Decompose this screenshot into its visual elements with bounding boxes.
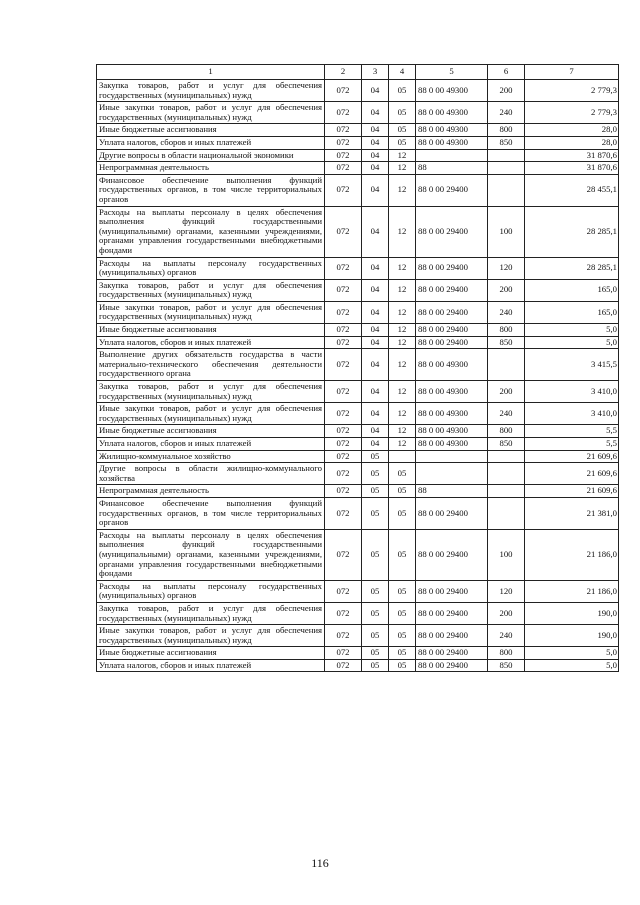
section-code-cell: 04 xyxy=(362,149,389,162)
amount-cell: 21 609,6 xyxy=(525,485,619,498)
ministry-code-cell: 072 xyxy=(325,602,362,624)
expense-type-cell: 240 xyxy=(488,625,525,647)
header-cell-6: 6 xyxy=(488,65,525,80)
ministry-code-cell: 072 xyxy=(325,425,362,438)
expense-type-cell: 120 xyxy=(488,580,525,602)
amount-cell: 28,0 xyxy=(525,136,619,149)
expense-type-cell: 100 xyxy=(488,206,525,257)
subsection-code-cell: 05 xyxy=(389,529,416,580)
section-code-cell: 04 xyxy=(362,381,389,403)
subsection-code-cell: 12 xyxy=(389,206,416,257)
section-code-cell: 05 xyxy=(362,659,389,672)
subsection-code-cell: 12 xyxy=(389,279,416,301)
budget-table-body xyxy=(97,65,619,672)
table-row xyxy=(97,381,619,403)
subsection-code-cell: 05 xyxy=(389,463,416,485)
header-cell-4: 4 xyxy=(389,65,416,80)
row-name-cell: Расходы на выплаты персоналу в целях обеспечения выполнения функций государственными (муниципальными) органами, казенными учреждениями, органами управления государственными внебюджетными фондами xyxy=(97,206,325,257)
table-row xyxy=(97,602,619,624)
table-row xyxy=(97,279,619,301)
subsection-code-cell: 12 xyxy=(389,336,416,349)
target-article-cell xyxy=(416,149,488,162)
target-article-cell: 88 0 00 29400 xyxy=(416,206,488,257)
amount-cell: 2 779,3 xyxy=(525,102,619,124)
section-code-cell: 05 xyxy=(362,450,389,463)
ministry-code-cell: 072 xyxy=(325,529,362,580)
table-row xyxy=(97,206,619,257)
target-article-cell: 88 xyxy=(416,162,488,175)
row-name-cell: Иные закупки товаров, работ и услуг для обеспечения государственных (муниципальных) нужд xyxy=(97,625,325,647)
table-row xyxy=(97,529,619,580)
section-code-cell: 04 xyxy=(362,301,389,323)
row-name-cell: Непрограммная деятельность xyxy=(97,485,325,498)
subsection-code-cell: 05 xyxy=(389,602,416,624)
table-row xyxy=(97,647,619,660)
subsection-code-cell: 12 xyxy=(389,149,416,162)
row-name-cell: Закупка товаров, работ и услуг для обеспечения государственных (муниципальных) нужд xyxy=(97,381,325,403)
row-name-cell: Закупка товаров, работ и услуг для обеспечения государственных (муниципальных) нужд xyxy=(97,279,325,301)
target-article-cell: 88 0 00 29400 xyxy=(416,257,488,279)
ministry-code-cell: 072 xyxy=(325,102,362,124)
section-code-cell: 04 xyxy=(362,257,389,279)
section-code-cell: 05 xyxy=(362,602,389,624)
ministry-code-cell: 072 xyxy=(325,336,362,349)
amount-cell: 190,0 xyxy=(525,625,619,647)
row-name-cell: Иные бюджетные ассигнования xyxy=(97,124,325,137)
amount-cell: 5,5 xyxy=(525,425,619,438)
amount-cell: 2 779,3 xyxy=(525,80,619,102)
table-row xyxy=(97,324,619,337)
row-name-cell: Уплата налогов, сборов и иных платежей xyxy=(97,336,325,349)
section-code-cell: 04 xyxy=(362,279,389,301)
subsection-code-cell: 12 xyxy=(389,425,416,438)
subsection-code-cell: 12 xyxy=(389,381,416,403)
table-row xyxy=(97,450,619,463)
budget-table xyxy=(96,64,619,672)
section-code-cell: 04 xyxy=(362,438,389,451)
ministry-code-cell: 072 xyxy=(325,463,362,485)
table-row xyxy=(97,102,619,124)
row-name-cell: Иные закупки товаров, работ и услуг для обеспечения государственных (муниципальных) нужд xyxy=(97,102,325,124)
target-article-cell: 88 0 00 49300 xyxy=(416,124,488,137)
subsection-code-cell: 12 xyxy=(389,257,416,279)
row-name-cell: Другие вопросы в области жилищно-коммунального хозяйства xyxy=(97,463,325,485)
table-row xyxy=(97,124,619,137)
header-cell-3: 3 xyxy=(362,65,389,80)
expense-type-cell: 850 xyxy=(488,438,525,451)
expense-type-cell: 800 xyxy=(488,324,525,337)
table-header-row xyxy=(97,65,619,80)
table-row xyxy=(97,162,619,175)
row-name-cell: Непрограммная деятельность xyxy=(97,162,325,175)
section-code-cell: 04 xyxy=(362,136,389,149)
ministry-code-cell: 072 xyxy=(325,647,362,660)
subsection-code-cell: 05 xyxy=(389,497,416,529)
section-code-cell: 05 xyxy=(362,647,389,660)
target-article-cell: 88 0 00 29400 xyxy=(416,336,488,349)
table-row xyxy=(97,497,619,529)
subsection-code-cell: 05 xyxy=(389,80,416,102)
subsection-code-cell: 12 xyxy=(389,174,416,206)
row-name-cell: Иные закупки товаров, работ и услуг для обеспечения государственных (муниципальных) нужд xyxy=(97,301,325,323)
expense-type-cell xyxy=(488,463,525,485)
ministry-code-cell: 072 xyxy=(325,349,362,381)
expense-type-cell: 850 xyxy=(488,659,525,672)
ministry-code-cell: 072 xyxy=(325,206,362,257)
target-article-cell: 88 0 00 49300 xyxy=(416,425,488,438)
table-row xyxy=(97,659,619,672)
section-code-cell: 04 xyxy=(362,336,389,349)
amount-cell: 5,5 xyxy=(525,438,619,451)
ministry-code-cell: 072 xyxy=(325,174,362,206)
row-name-cell: Иные бюджетные ассигнования xyxy=(97,425,325,438)
section-code-cell: 04 xyxy=(362,324,389,337)
amount-cell: 28 285,1 xyxy=(525,257,619,279)
ministry-code-cell: 072 xyxy=(325,162,362,175)
table-row xyxy=(97,438,619,451)
expense-type-cell: 200 xyxy=(488,80,525,102)
table-row xyxy=(97,403,619,425)
expense-type-cell: 200 xyxy=(488,279,525,301)
row-name-cell: Иные закупки товаров, работ и услуг для обеспечения государственных (муниципальных) нужд xyxy=(97,403,325,425)
section-code-cell: 05 xyxy=(362,497,389,529)
table-row xyxy=(97,336,619,349)
expense-type-cell: 200 xyxy=(488,602,525,624)
target-article-cell: 88 xyxy=(416,485,488,498)
amount-cell: 21 609,6 xyxy=(525,463,619,485)
amount-cell: 190,0 xyxy=(525,602,619,624)
expense-type-cell: 800 xyxy=(488,647,525,660)
section-code-cell: 04 xyxy=(362,124,389,137)
amount-cell: 5,0 xyxy=(525,659,619,672)
amount-cell: 3 410,0 xyxy=(525,381,619,403)
amount-cell: 165,0 xyxy=(525,279,619,301)
amount-cell: 21 186,0 xyxy=(525,529,619,580)
ministry-code-cell: 072 xyxy=(325,257,362,279)
section-code-cell: 04 xyxy=(362,102,389,124)
expense-type-cell: 850 xyxy=(488,136,525,149)
section-code-cell: 05 xyxy=(362,463,389,485)
ministry-code-cell: 072 xyxy=(325,403,362,425)
ministry-code-cell: 072 xyxy=(325,485,362,498)
expense-type-cell xyxy=(488,174,525,206)
table-row xyxy=(97,580,619,602)
target-article-cell: 88 0 00 29400 xyxy=(416,659,488,672)
amount-cell: 28 455,1 xyxy=(525,174,619,206)
expense-type-cell: 240 xyxy=(488,102,525,124)
row-name-cell: Иные бюджетные ассигнования xyxy=(97,647,325,660)
target-article-cell: 88 0 00 49300 xyxy=(416,438,488,451)
section-code-cell: 04 xyxy=(362,349,389,381)
amount-cell: 31 870,6 xyxy=(525,162,619,175)
row-name-cell: Финансовое обеспечение выполнения функций государственных органов, в том числе территориальных органов xyxy=(97,174,325,206)
expense-type-cell xyxy=(488,450,525,463)
ministry-code-cell: 072 xyxy=(325,497,362,529)
expense-type-cell: 100 xyxy=(488,529,525,580)
subsection-code-cell: 05 xyxy=(389,580,416,602)
ministry-code-cell: 072 xyxy=(325,124,362,137)
ministry-code-cell: 072 xyxy=(325,450,362,463)
amount-cell: 21 609,6 xyxy=(525,450,619,463)
ministry-code-cell: 072 xyxy=(325,625,362,647)
subsection-code-cell: 12 xyxy=(389,162,416,175)
header-cell-5: 5 xyxy=(416,65,488,80)
table-row xyxy=(97,80,619,102)
row-name-cell: Расходы на выплаты персоналу в целях обеспечения выполнения функций государственными (муниципальными) органами, казенными учреждениями, органами управления государственными внебюджетными фондами xyxy=(97,529,325,580)
ministry-code-cell: 072 xyxy=(325,136,362,149)
amount-cell: 21 381,0 xyxy=(525,497,619,529)
table-row xyxy=(97,257,619,279)
ministry-code-cell: 072 xyxy=(325,324,362,337)
target-article-cell: 88 0 00 29400 xyxy=(416,625,488,647)
target-article-cell: 88 0 00 29400 xyxy=(416,602,488,624)
row-name-cell: Расходы на выплаты персоналу государственных (муниципальных) органов xyxy=(97,580,325,602)
section-code-cell: 05 xyxy=(362,625,389,647)
target-article-cell: 88 0 00 49300 xyxy=(416,80,488,102)
table-row xyxy=(97,136,619,149)
page-number: 116 xyxy=(311,856,329,870)
subsection-code-cell: 12 xyxy=(389,301,416,323)
table-row xyxy=(97,463,619,485)
target-article-cell xyxy=(416,450,488,463)
expense-type-cell xyxy=(488,349,525,381)
section-code-cell: 05 xyxy=(362,580,389,602)
expense-type-cell xyxy=(488,497,525,529)
target-article-cell: 88 0 00 29400 xyxy=(416,279,488,301)
subsection-code-cell: 05 xyxy=(389,485,416,498)
expense-type-cell: 800 xyxy=(488,124,525,137)
row-name-cell: Уплата налогов, сборов и иных платежей xyxy=(97,136,325,149)
amount-cell: 3 415,5 xyxy=(525,349,619,381)
table-row xyxy=(97,625,619,647)
amount-cell: 5,0 xyxy=(525,647,619,660)
target-article-cell xyxy=(416,463,488,485)
amount-cell: 165,0 xyxy=(525,301,619,323)
subsection-code-cell: 05 xyxy=(389,625,416,647)
subsection-code-cell xyxy=(389,450,416,463)
header-cell-2: 2 xyxy=(325,65,362,80)
target-article-cell: 88 0 00 29400 xyxy=(416,324,488,337)
target-article-cell: 88 0 00 29400 xyxy=(416,497,488,529)
row-name-cell: Уплата налогов, сборов и иных платежей xyxy=(97,659,325,672)
amount-cell: 21 186,0 xyxy=(525,580,619,602)
expense-type-cell: 200 xyxy=(488,381,525,403)
row-name-cell: Жилищно-коммунальное хозяйство xyxy=(97,450,325,463)
subsection-code-cell: 12 xyxy=(389,403,416,425)
section-code-cell: 04 xyxy=(362,403,389,425)
ministry-code-cell: 072 xyxy=(325,80,362,102)
ministry-code-cell: 072 xyxy=(325,149,362,162)
target-article-cell: 88 0 00 49300 xyxy=(416,102,488,124)
subsection-code-cell: 05 xyxy=(389,102,416,124)
table-row xyxy=(97,301,619,323)
header-cell-1: 1 xyxy=(97,65,325,80)
amount-cell: 3 410,0 xyxy=(525,403,619,425)
ministry-code-cell: 072 xyxy=(325,381,362,403)
subsection-code-cell: 05 xyxy=(389,136,416,149)
target-article-cell: 88 0 00 49300 xyxy=(416,381,488,403)
expense-type-cell xyxy=(488,485,525,498)
table-row xyxy=(97,174,619,206)
row-name-cell: Иные бюджетные ассигнования xyxy=(97,324,325,337)
subsection-code-cell: 05 xyxy=(389,124,416,137)
row-name-cell: Уплата налогов, сборов и иных платежей xyxy=(97,438,325,451)
ministry-code-cell: 072 xyxy=(325,580,362,602)
row-name-cell: Другие вопросы в области национальной экономики xyxy=(97,149,325,162)
section-code-cell: 04 xyxy=(362,174,389,206)
section-code-cell: 04 xyxy=(362,425,389,438)
section-code-cell: 04 xyxy=(362,80,389,102)
subsection-code-cell: 05 xyxy=(389,659,416,672)
expense-type-cell xyxy=(488,149,525,162)
target-article-cell: 88 0 00 49300 xyxy=(416,136,488,149)
target-article-cell: 88 0 00 29400 xyxy=(416,647,488,660)
row-name-cell: Закупка товаров, работ и услуг для обеспечения государственных (муниципальных) нужд xyxy=(97,602,325,624)
expense-type-cell: 240 xyxy=(488,301,525,323)
amount-cell: 31 870,6 xyxy=(525,149,619,162)
subsection-code-cell: 12 xyxy=(389,324,416,337)
subsection-code-cell: 12 xyxy=(389,438,416,451)
expense-type-cell: 850 xyxy=(488,336,525,349)
amount-cell: 28 285,1 xyxy=(525,206,619,257)
table-row xyxy=(97,149,619,162)
row-name-cell: Закупка товаров, работ и услуг для обеспечения государственных (муниципальных) нужд xyxy=(97,80,325,102)
section-code-cell: 04 xyxy=(362,162,389,175)
target-article-cell: 88 0 00 29400 xyxy=(416,580,488,602)
expense-type-cell: 800 xyxy=(488,425,525,438)
ministry-code-cell: 072 xyxy=(325,438,362,451)
ministry-code-cell: 072 xyxy=(325,279,362,301)
expense-type-cell: 240 xyxy=(488,403,525,425)
table-row xyxy=(97,485,619,498)
table-row xyxy=(97,425,619,438)
amount-cell: 28,0 xyxy=(525,124,619,137)
section-code-cell: 05 xyxy=(362,529,389,580)
row-name-cell: Расходы на выплаты персоналу государственных (муниципальных) органов xyxy=(97,257,325,279)
expense-type-cell: 120 xyxy=(488,257,525,279)
subsection-code-cell: 12 xyxy=(389,349,416,381)
amount-cell: 5,0 xyxy=(525,336,619,349)
header-cell-7: 7 xyxy=(525,65,619,80)
target-article-cell: 88 0 00 29400 xyxy=(416,529,488,580)
subsection-code-cell: 05 xyxy=(389,647,416,660)
ministry-code-cell: 072 xyxy=(325,659,362,672)
ministry-code-cell: 072 xyxy=(325,301,362,323)
expense-type-cell xyxy=(488,162,525,175)
row-name-cell: Выполнение других обязательств государства в части материально-технического обеспечения деятельности государственного органа xyxy=(97,349,325,381)
target-article-cell: 88 0 00 29400 xyxy=(416,174,488,206)
table-row xyxy=(97,349,619,381)
target-article-cell: 88 0 00 29400 xyxy=(416,301,488,323)
section-code-cell: 04 xyxy=(362,206,389,257)
amount-cell: 5,0 xyxy=(525,324,619,337)
row-name-cell: Финансовое обеспечение выполнения функций государственных органов, в том числе территориальных органов xyxy=(97,497,325,529)
target-article-cell: 88 0 00 49300 xyxy=(416,349,488,381)
section-code-cell: 05 xyxy=(362,485,389,498)
target-article-cell: 88 0 00 49300 xyxy=(416,403,488,425)
